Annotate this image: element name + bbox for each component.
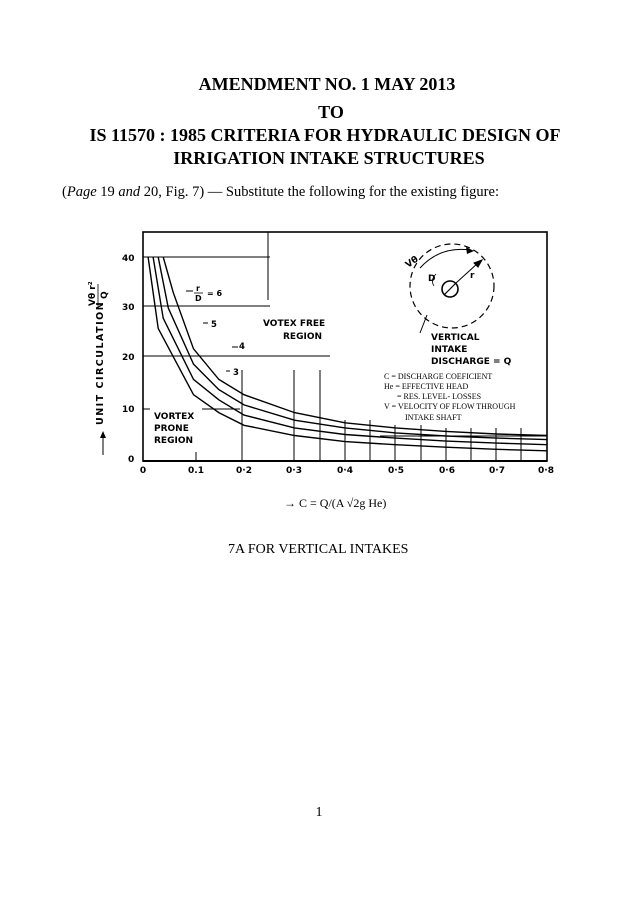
vortex-prone-line-1: VORTEX (154, 412, 195, 422)
y-tick-40: 40 (122, 254, 135, 264)
legend-line-2: He = EFFECTIVE HEAD (384, 382, 469, 391)
standard-title-line-1: IS 11570 : 1985 CRITERIA FOR HYDRAULIC DESIGN OF (89, 125, 561, 145)
curve-labels (203, 320, 245, 378)
curve-label-5: 5 (211, 320, 217, 330)
curve-label-4: 4 (239, 342, 245, 352)
x-tick-0: 0 (139, 466, 147, 476)
legend-line-4: V = VELOCITY OF FLOW THROUGH (384, 402, 516, 411)
x-tick-0-1: 0.1 (188, 466, 204, 476)
y-tick-labels (122, 254, 135, 465)
legend (384, 372, 516, 422)
grid-lines (143, 232, 547, 461)
vortex-prone-line-3: REGION (154, 436, 193, 446)
vortex-free-line-2: REGION (283, 332, 322, 342)
curve-label-3: 3 (233, 368, 239, 378)
y-tick-0: 0 (128, 455, 135, 465)
y-tick-30: 30 (122, 303, 135, 313)
curve-series-3 (153, 254, 547, 445)
x-tick-0-5: 0·5 (388, 466, 404, 476)
y-tick-10: 10 (122, 405, 135, 415)
x-tick-0-3: 0·3 (286, 466, 302, 476)
substitution-note: (Page 19 and 20, Fig. 7) — Substitute the following for the existing figure: (62, 184, 499, 200)
y-tick-20: 20 (122, 353, 135, 363)
legend-line-5: INTAKE SHAFT (405, 413, 462, 422)
vortex-chart (0, 215, 638, 525)
vortex-prone-line-2: PRONE (154, 424, 189, 434)
page-number: 1 (315, 805, 323, 820)
x-tick-0-8: 0·8 (538, 466, 554, 476)
to-heading: TO (318, 102, 344, 122)
r-symbol: r (196, 284, 200, 293)
arrow-icon (100, 431, 106, 455)
vortex-free-line-1: VOTEX FREE (263, 319, 326, 329)
x-tick-0-4: 0·4 (337, 466, 353, 476)
inset-labels (404, 255, 475, 284)
intake-inset-diagram (410, 244, 494, 333)
page-word: Page (66, 184, 97, 200)
c-formula: → C = Q/(A √2g He) (284, 496, 387, 510)
d-symbol: D (195, 294, 202, 303)
vertical-intake-label (431, 333, 512, 367)
x-tick-0-2: 0·2 (236, 466, 252, 476)
x-tick-0-7: 0·7 (489, 466, 505, 476)
x-tick-labels (140, 466, 554, 476)
vertical-intake-line-1: VERTICAL (431, 333, 480, 343)
substitution-rest: 20, Fig. 7) — Substitute the following for the existing figure: (143, 184, 499, 200)
velocity-label: Vθ (403, 254, 421, 271)
vortex-prone-region-label (150, 408, 202, 452)
vertical-intake-line-3: DISCHARGE = Q (431, 357, 512, 367)
ratio-label (186, 284, 222, 303)
legend-line-1: C = DISCHARGE COEFICIENT (384, 372, 493, 381)
svg-text:Vθ r²: Vθ r² (88, 281, 98, 306)
vortex-free-region-label (263, 319, 325, 342)
x-tick-0-6: 0·6 (439, 466, 455, 476)
curve-series-2 (158, 254, 547, 440)
legend-line-3: = RES. LEVEL- LOSSES (397, 392, 482, 401)
svg-text:Q: Q (100, 291, 110, 299)
standard-title-line-2: IRRIGATION INTAKE STRUCTURES (173, 148, 485, 168)
diameter-label: D (428, 274, 436, 284)
curve-group (148, 254, 547, 451)
y-axis-title (88, 281, 110, 455)
vertical-intake-line-2: INTAKE (431, 345, 468, 355)
y-axis-label: UNIT CIRCULATION (95, 300, 106, 425)
ratio-value: = 6 (207, 289, 223, 298)
curve-series-4 (148, 254, 547, 451)
figure-caption: 7A FOR VERTICAL INTAKES (228, 542, 409, 557)
and-word: and (118, 184, 141, 200)
page-first: 19 (100, 184, 115, 200)
amendment-heading: AMENDMENT NO. 1 MAY 2013 (198, 74, 456, 94)
radius-label: r (470, 271, 475, 281)
